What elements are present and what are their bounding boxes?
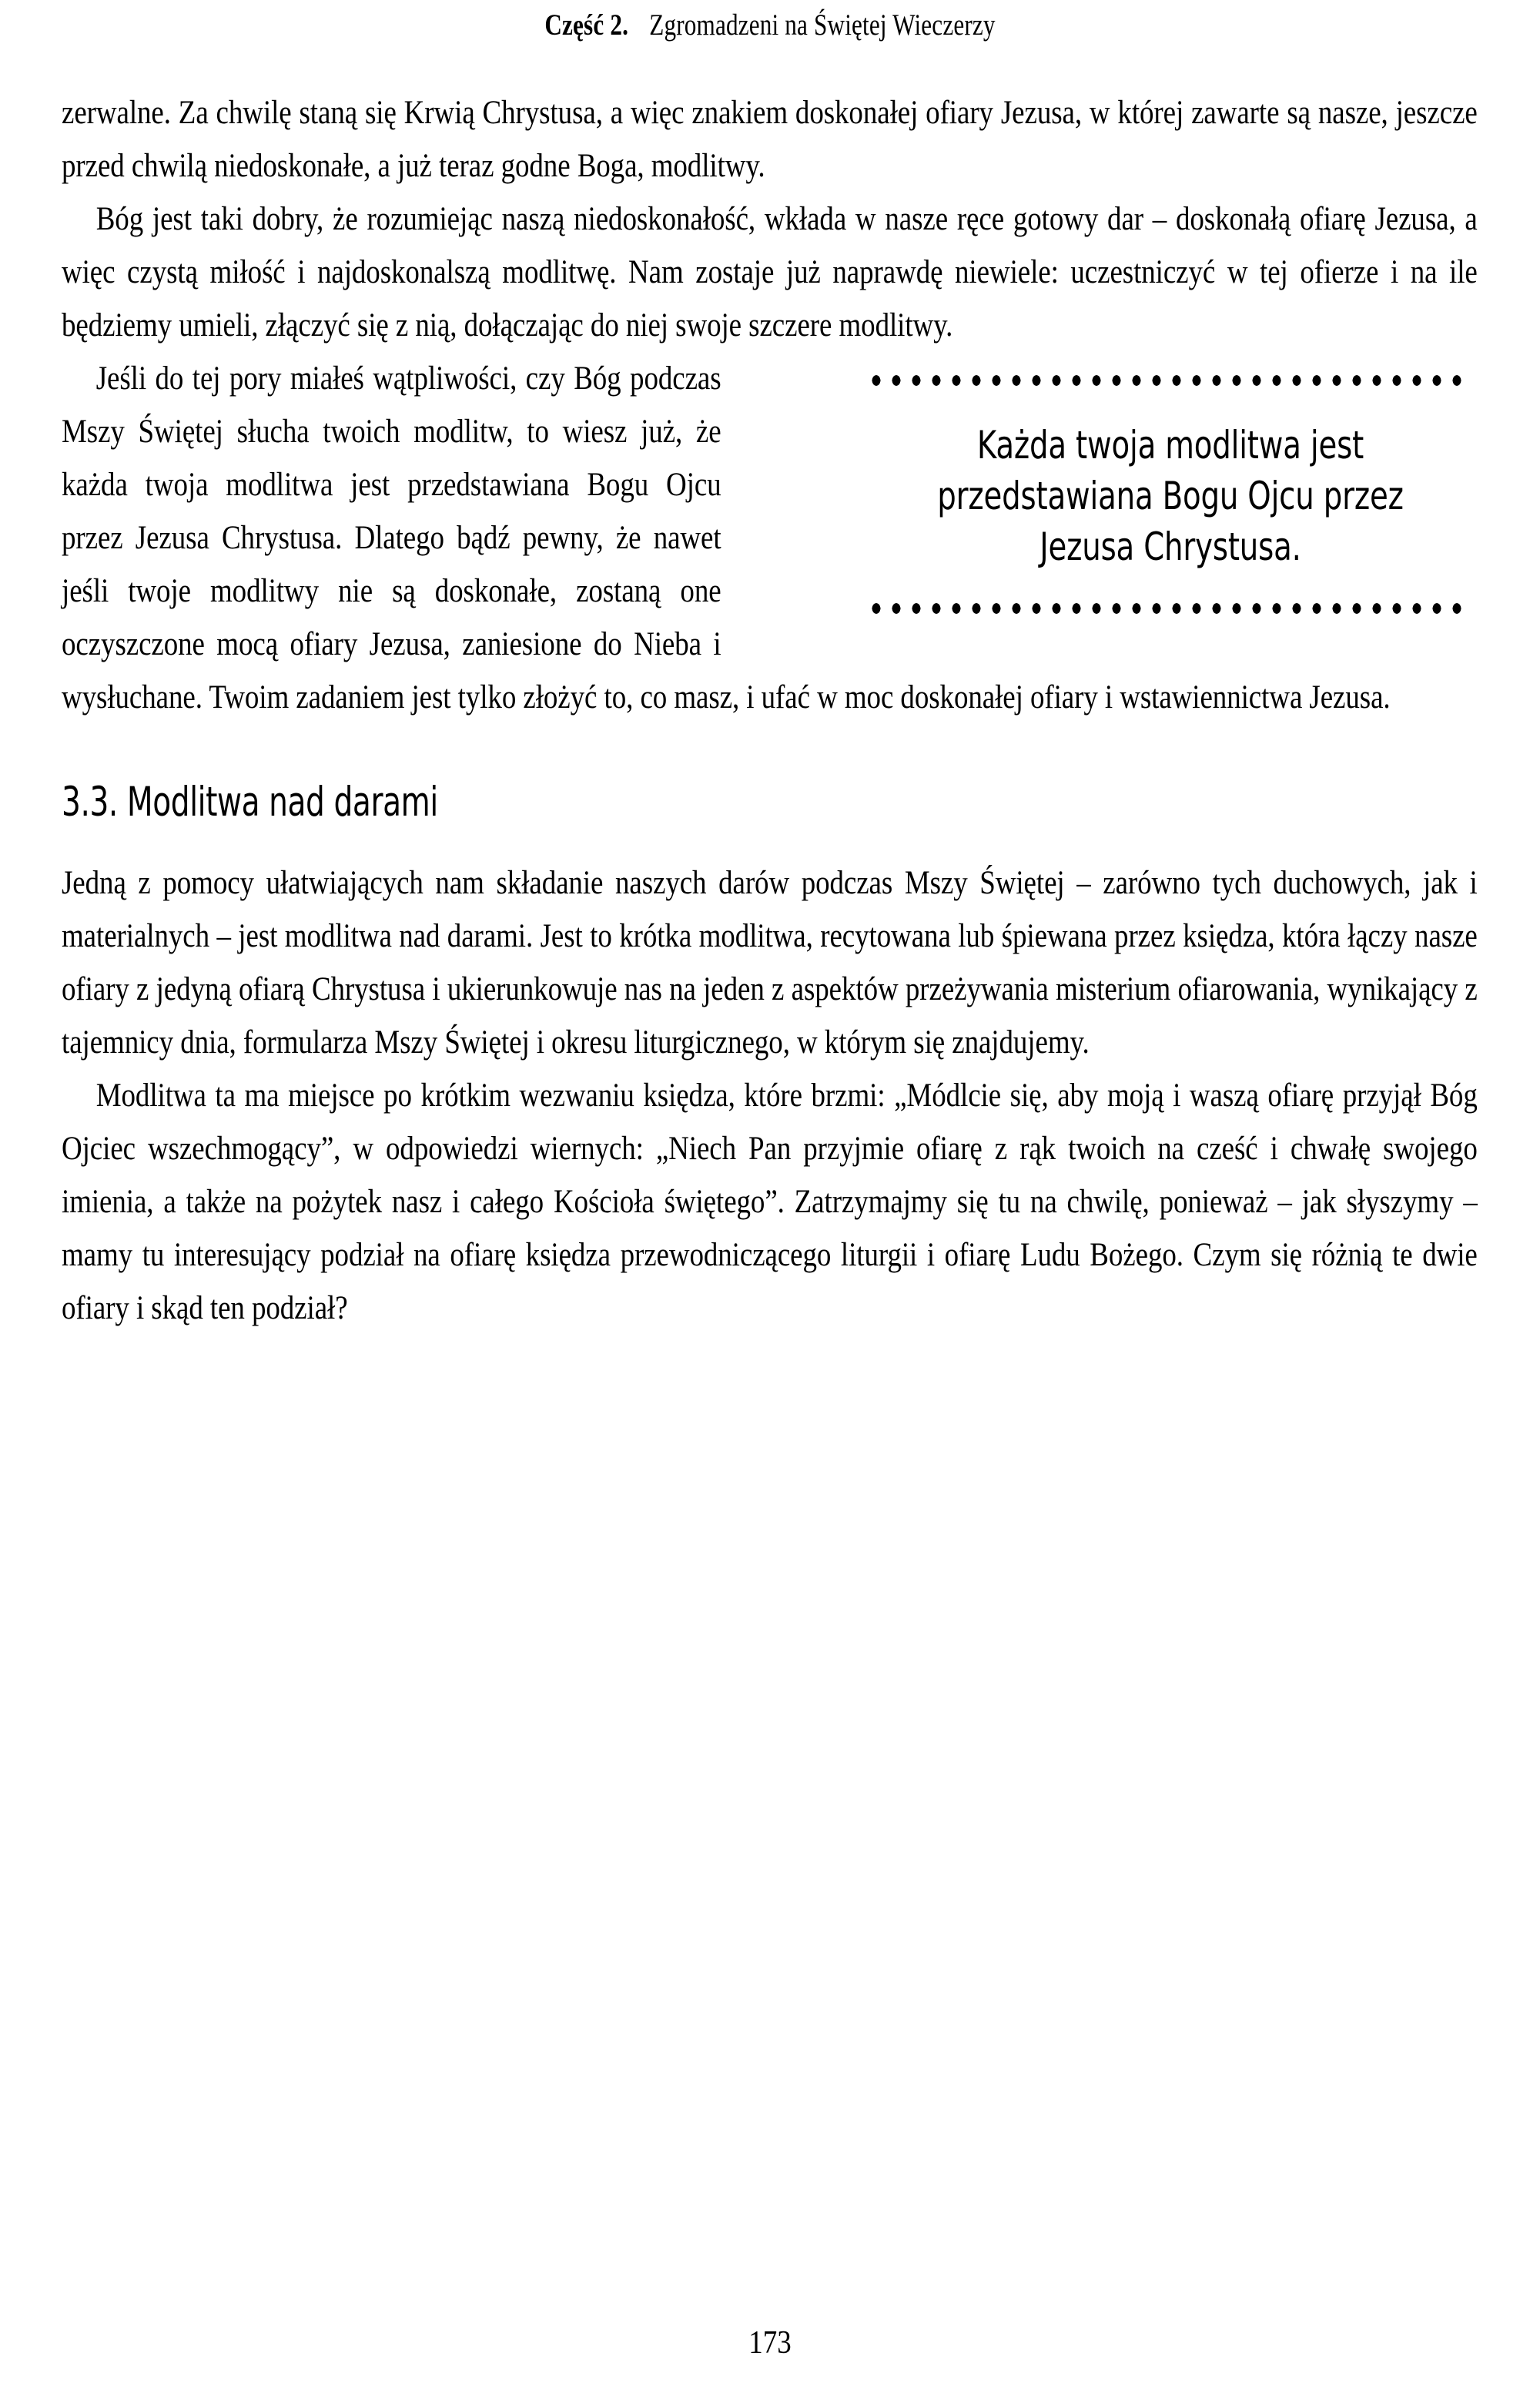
paragraph-if-you-had-doubts: Jeśli do tej pory miałeś wątpliwości, czy Bóg podczas Mszy Świętej słucha twoich modlitw, to wiesz już, że każda twoja modlitwa jest przedstawiana Bogu Ojcu przez Jezusa Chrystusa. Dlatego bądź pewny, że nawet jeśli twoje modlitwy nie są doskonałe, zostaną one oczyszczone mocą ofiary Jezusa, zaniesione do Nieba i wysłuchane. Twoim zadaniem jest tylko złożyć to, co masz, i ufać w moc doskonałej ofiary i wstawiennictwa Jezusa. — [62, 360, 1391, 716]
page-number: 173 — [748, 2325, 792, 2361]
section-paragraph-prayer-over-offerings: Jedną z pomocy ułatwiających nam składanie naszych darów podczas Mszy Świętej – zarówno tych duchowych, jak i materialnych – jest modlitwa nad darami. Jest to krótka modlitwa, recytowana lub śpiewana przez księdza, która łączy nasze ofiary z jedyną ofiarą Chrystusa i ukierunkowuje nas na jeden z aspektów przeżywania misterium ofiarowania, wynikający z tajemnicy dnia, formularza Mszy Świętej i okresu liturgicznego, w którym się znajdujemy. — [62, 865, 1478, 1061]
heading-top-spacer — [62, 724, 1478, 779]
paragraph-god-is-good: Bóg jest taki dobry, że rozumiejąc naszą niedoskonałość, wkłada w nasze ręce gotowy dar – doskonałą ofiarę Jezusa, a więc czystą miłość i najdoskonalszą modlitwę. Nam zostaje już naprawdę niewiele: uczestniczyć w tej ofierze i na ile będziemy umieli, złączyć się z nią, dołączając do niej swoje szczere modlitwy. — [62, 201, 1478, 344]
pull-quote-text: Każda twoja modlitwa jest przedstawiana Bogu Ojcu przez Jezusa Chrystusa. — [937, 423, 1404, 569]
paragraph-continued-from-previous-page: zerwalne. Za chwilę staną się Krwią Chrystusa, a więc znakiem doskonałej ofiary Jezusa, w której zawarte są nasze, jeszcze przed chwilą niedoskonałe, a już teraz godne Boga, modlitwy. — [62, 95, 1478, 184]
running-head-part-label: Część 2. — [544, 8, 629, 42]
section-heading-3-3: 3.3. Modlitwa nad darami — [62, 779, 438, 826]
running-head — [154, 8, 1386, 42]
page-content — [62, 86, 1478, 1335]
running-head-chapter-title: Zgromadzeni na Świętej Wieczerzy — [649, 8, 996, 42]
section-paragraph-priest-invitation: Modlitwa ta ma miejsce po krótkim wezwaniu księdza, które brzmi: „Módlcie się, aby moją i waszą ofiarę przyjął Bóg Ojciec wszechmogący”, w odpowiedzi wiernych: „Niech Pan przyjmie ofiarę z rąk twoich na cześć i chwałę swojego imienia, a także na pożytek nasz i całego Kościoła świętego”. Zatrzymajmy się tu na chwilę, ponieważ – jak słyszymy – mamy tu interesujący podział na ofiarę księdza przewodniczącego liturgii i ofiarę Ludu Bożego. Czym się różnią te dwie ofiary i skąd ten podział? — [62, 1077, 1478, 1326]
heading-bottom-spacer — [62, 826, 1478, 856]
